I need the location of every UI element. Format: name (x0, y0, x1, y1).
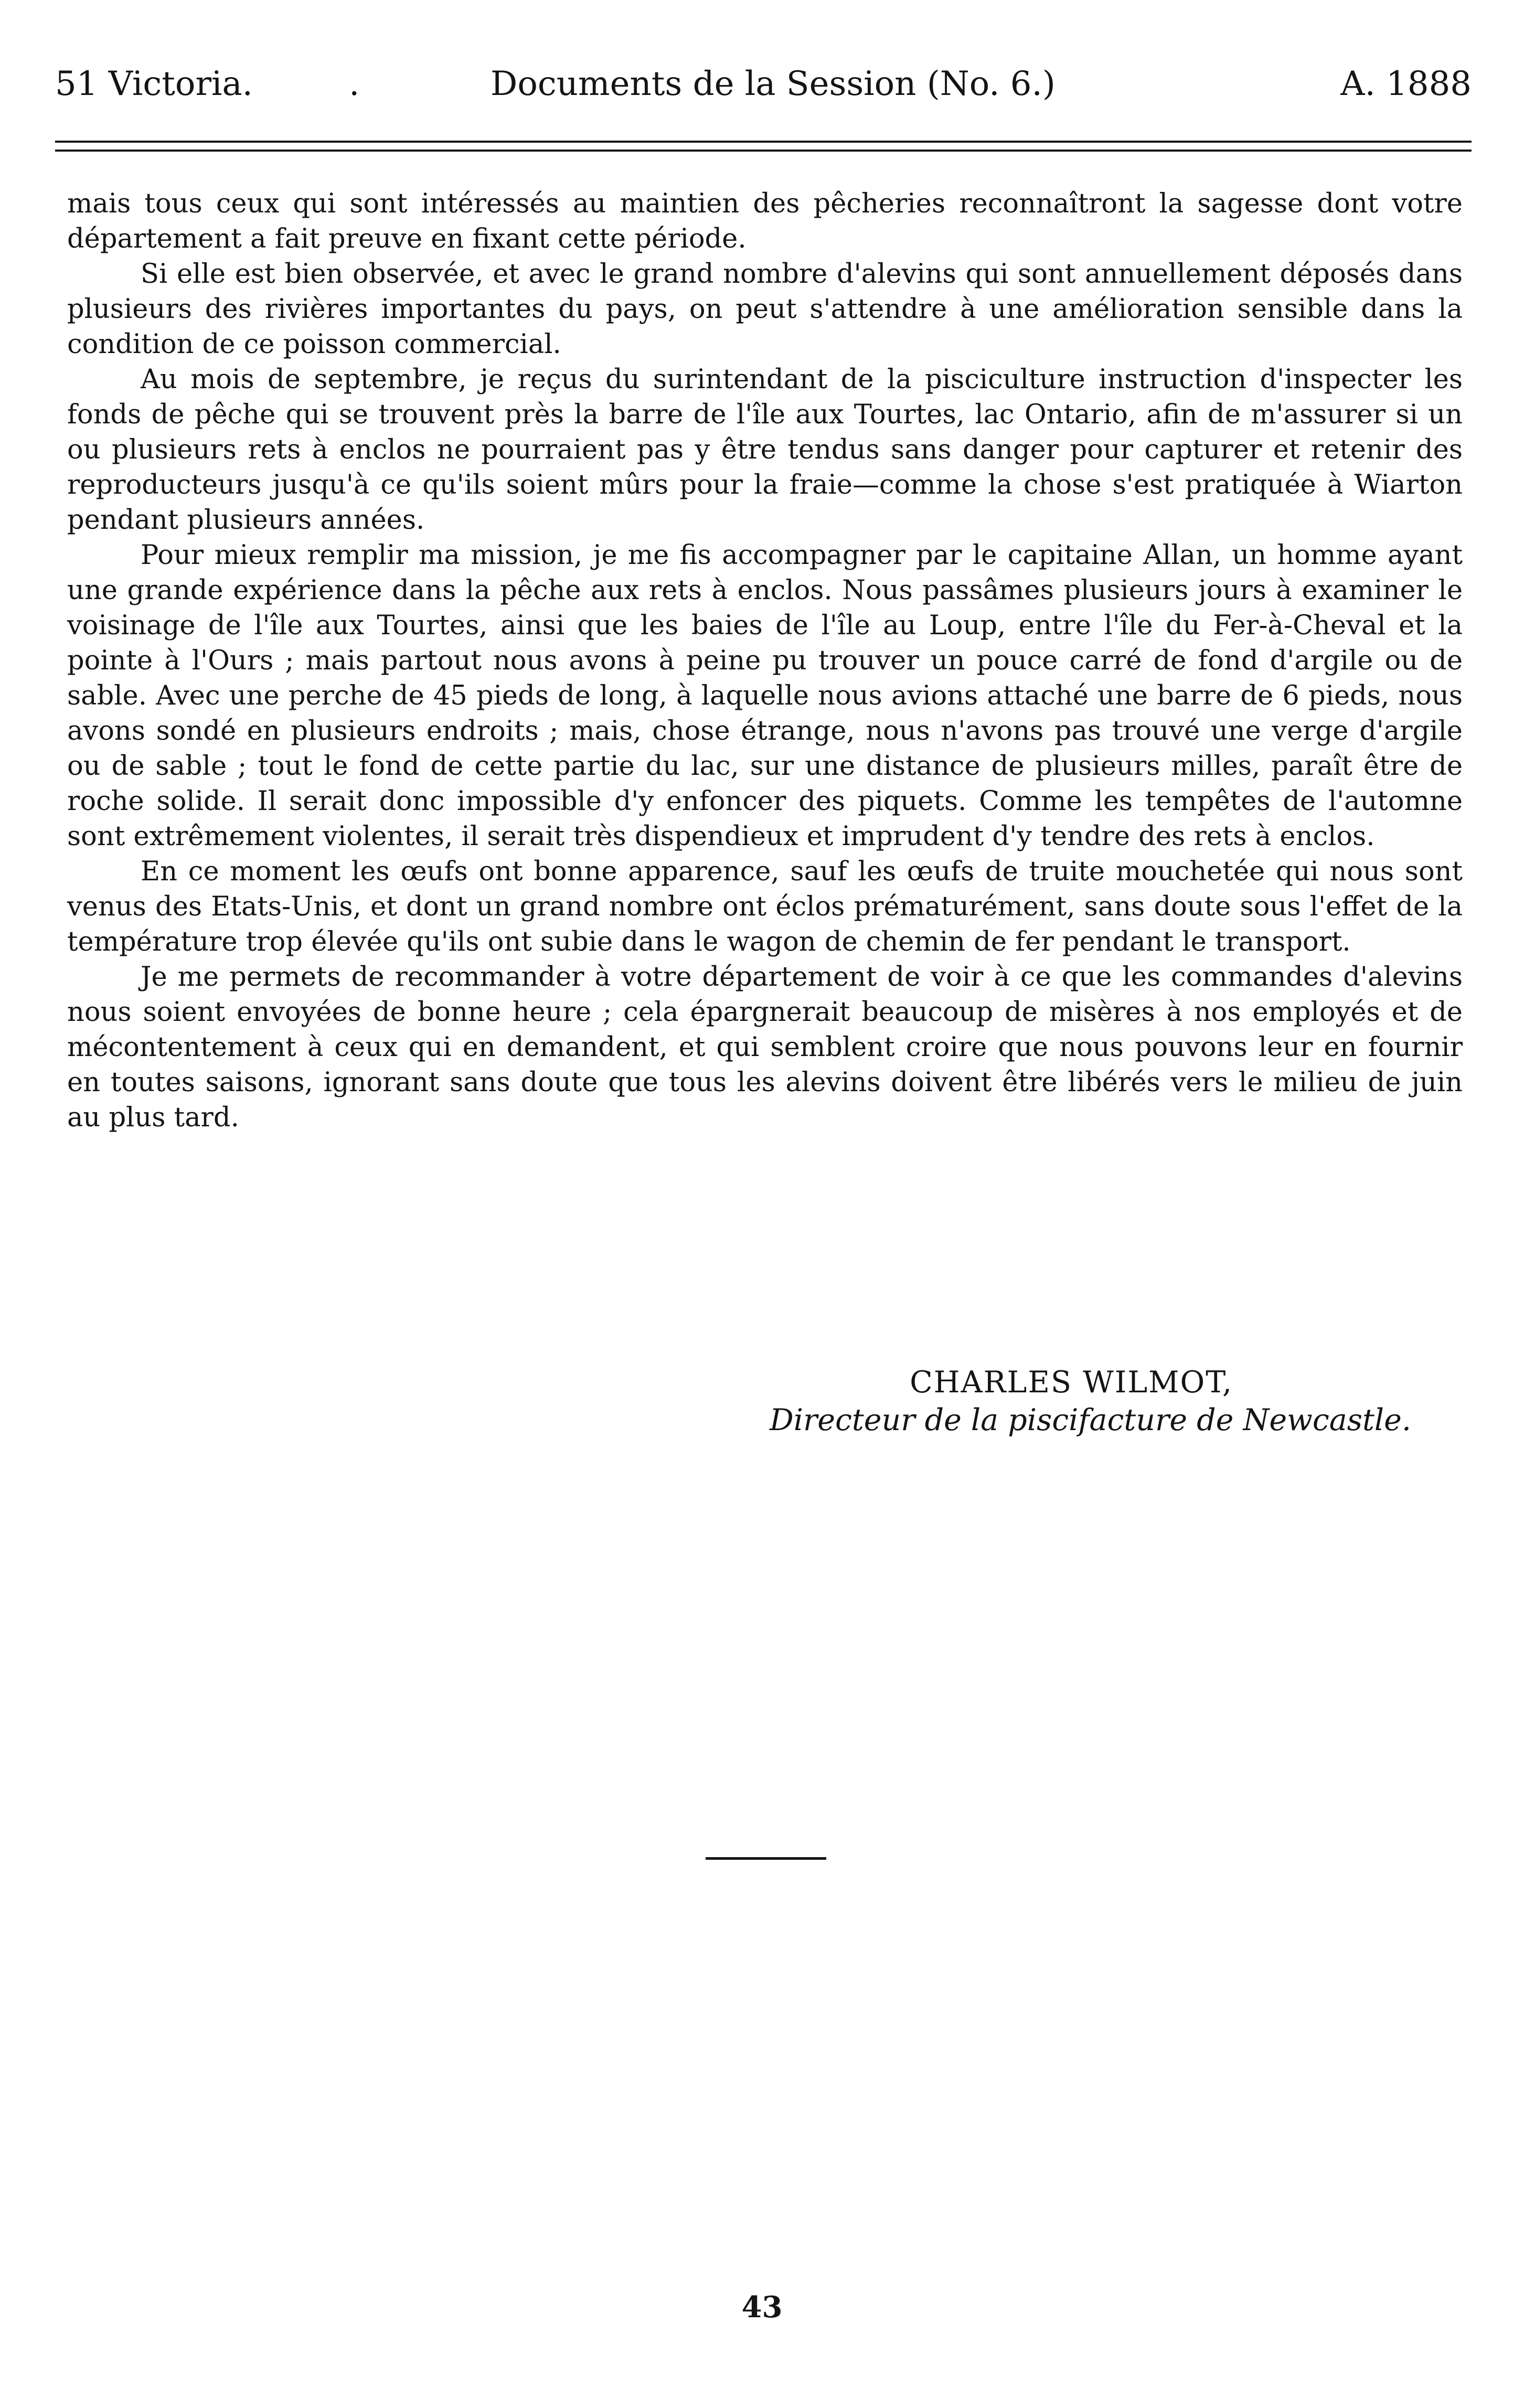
running-header (55, 55, 1472, 113)
paragraph-observance: Si elle est bien observée, et avec le grand nombre d'alevins qui sont annuellement déposés dans plusieurs des rivières importantes du pays, on peut s'attendre à une amélioration sensible dans la condition de ce poisson commercial. (67, 259, 1463, 360)
signature-block (677, 1364, 1411, 1440)
paragraph-inspection: Au mois de septembre, je reçus du surintendant de la pisciculture instruction d'inspecter les fonds de pêche qui se trouvent près la barre de l'île aux Tourtes, lac Ontario, afin de m'assurer si un ou plusieurs rets à enclos ne pourraient pas y être tendus sans danger pour capturer et retenir des reproducteurs jusqu'à ce qu'ils soient mûrs pour la fraie—comme la chose s'est pratiquée à Wiarton pendant plusieurs années. (67, 364, 1463, 536)
header-rule-top (55, 141, 1472, 143)
paragraph-continuation: mais tous ceux qui sont intéressés au maintien des pêcheries reconnaîtront la sagesse dont votre département a fait preuve en fixant cette période. (67, 188, 1463, 254)
signatory-name: CHARLES WILMOT, (910, 1365, 1233, 1400)
header-separator-dot: . (349, 65, 360, 103)
section-separator-rule (706, 1857, 826, 1860)
header-session-label: 51 Victoria. (55, 65, 253, 103)
paragraph-eggs: En ce moment les œufs ont bonne apparence, sauf les œufs de truite mouchetée qui nous sont venus des Etats-Unis, et dont un grand nombre ont éclos prématurément, sans doute sous l'effet de la température trop élevée qu'ils ont subie dans le wagon de chemin de fer pendant le transport. (67, 856, 1463, 957)
header-rule-bottom (55, 150, 1472, 152)
signatory-title: Directeur de la piscifacture de Newcastle. (770, 1403, 1411, 1437)
report-body (67, 186, 1463, 1135)
paragraph-mission: Pour mieux remplir ma mission, je me fis accompagner par le capitaine Allan, un homme ayant une grande expérience dans la pêche aux rets à enclos. Nous passâmes plusieurs jours à examiner le voisinage de l'île aux Tourtes, ainsi que les baies de l'île au Loup, entre l'île du Fer-à-Cheval et la pointe à l'Ours ; mais partout nous avons à peine pu trouver un pouce carré de fond d'argile ou de sable. Avec une perche de 45 pieds de long, à laquelle nous avions attaché une barre de 6 pieds, nous avons sondé en plusieurs endroits ; mais, chose étrange, nous n'avons pas trouvé une verge d'argile ou de sable ; tout le fond de cette partie du lac, sur une distance de plusieurs milles, paraît être de roche solide. Il serait donc impossible d'y enfoncer des piquets. Comme les tempêtes de l'automne sont extrêmement violentes, il serait très dispendieux et imprudent d'y tendre des rets à enclos. (67, 540, 1463, 852)
page-number: 43 (741, 2290, 783, 2325)
paragraph-recommendation: Je me permets de recommander à votre département de voir à ce que les commandes d'alevins nous soient envoyées de bonne heure ; cela épargnerait beaucoup de misères à nos employés et de mécontentement à ceux qui en demandent, et qui semblent croire que nous pouvons leur en fournir en toutes saisons, ignorant sans doute que tous les alevins doivent être libérés vers le milieu de juin au plus tard. (67, 962, 1463, 1133)
header-document-title: Documents de la Session (No. 6.) (491, 65, 1056, 103)
header-year: A. 1888 (1340, 65, 1472, 103)
